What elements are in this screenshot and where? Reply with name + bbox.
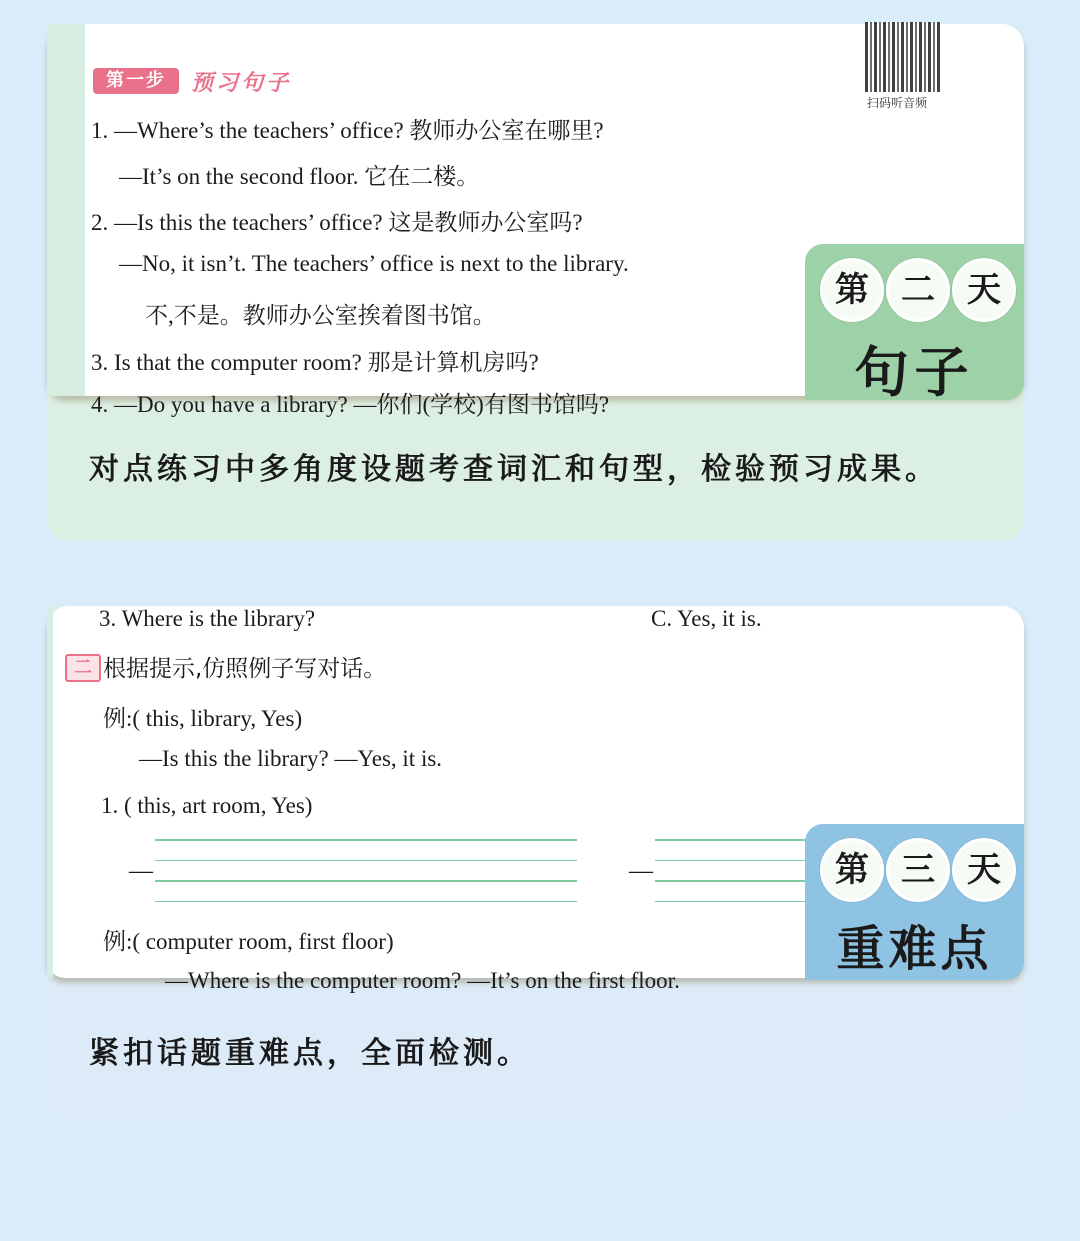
qr-code-icon[interactable] (865, 22, 941, 92)
example-line: 例:( computer room, first floor) (103, 929, 394, 954)
option-line: C. Yes, it is. (651, 606, 762, 631)
answer-dash: — (129, 858, 153, 884)
sentence-line: 1. —Where’s the teachers’ office? 教师办公室在哪里? (91, 118, 604, 143)
day-char: 第 (820, 838, 884, 902)
day-char: 二 (886, 258, 950, 322)
sentence-line: —No, it isn’t. The teachers’ office is next to the library. (119, 251, 629, 276)
sentence-line: 2. —Is this the teachers’ office? 这是教师办公室吗? (91, 210, 583, 235)
cut-line-wrapper (165, 968, 815, 993)
exercise-item: 1. ( this, art room, Yes) (101, 793, 313, 818)
step-badge: 第一步 (93, 68, 179, 94)
day-topic: 句子 (854, 341, 975, 404)
day-char: 第 (820, 258, 884, 322)
example-dialog: —Where is the computer room? —It’s on the first floor. (165, 968, 680, 993)
answer-lines-left[interactable] (155, 839, 577, 921)
day-tab (805, 824, 1024, 980)
day-char: 三 (886, 838, 950, 902)
question-line: 3. Where is the library? (99, 606, 316, 631)
card-caption: 紧扣话题重难点，全面检测。 (89, 1036, 531, 1071)
page-spine (47, 606, 53, 978)
answer-dash: — (629, 858, 653, 884)
section-number: 二 (65, 654, 101, 682)
sentence-line: 4. —Do you have a library? —你们(学校)有图书馆吗? (91, 392, 610, 417)
card-caption: 对点练习中多角度设题考查词汇和句型，检验预习成果。 (89, 452, 939, 487)
feature-card-day2 (47, 24, 1024, 540)
sentence-line: —It’s on the second floor. 它在二楼。 (119, 164, 480, 189)
feature-card-day3 (47, 606, 1024, 1122)
day-tab (805, 244, 1024, 404)
day-char: 天 (952, 838, 1016, 902)
day-topic: 重难点 (836, 921, 993, 977)
example-dialog: —Is this the library? —Yes, it is. (139, 746, 443, 771)
example-line: 例:( this, library, Yes) (103, 706, 303, 731)
cut-line-wrapper (91, 386, 791, 417)
qr-label: 扫码听音频 (867, 96, 928, 110)
page-spine (47, 24, 85, 396)
step-title: 预习句子 (191, 71, 292, 96)
sentence-line: 不,不是。教师办公室挨着图书馆。 (145, 303, 496, 328)
day-char: 天 (952, 258, 1016, 322)
section-title: 根据提示,仿照例子写对话。 (103, 656, 387, 682)
answer-lines-right[interactable] (655, 839, 815, 921)
sentence-line: 3. Is that the computer room? 那是计算机房吗? (91, 350, 539, 375)
